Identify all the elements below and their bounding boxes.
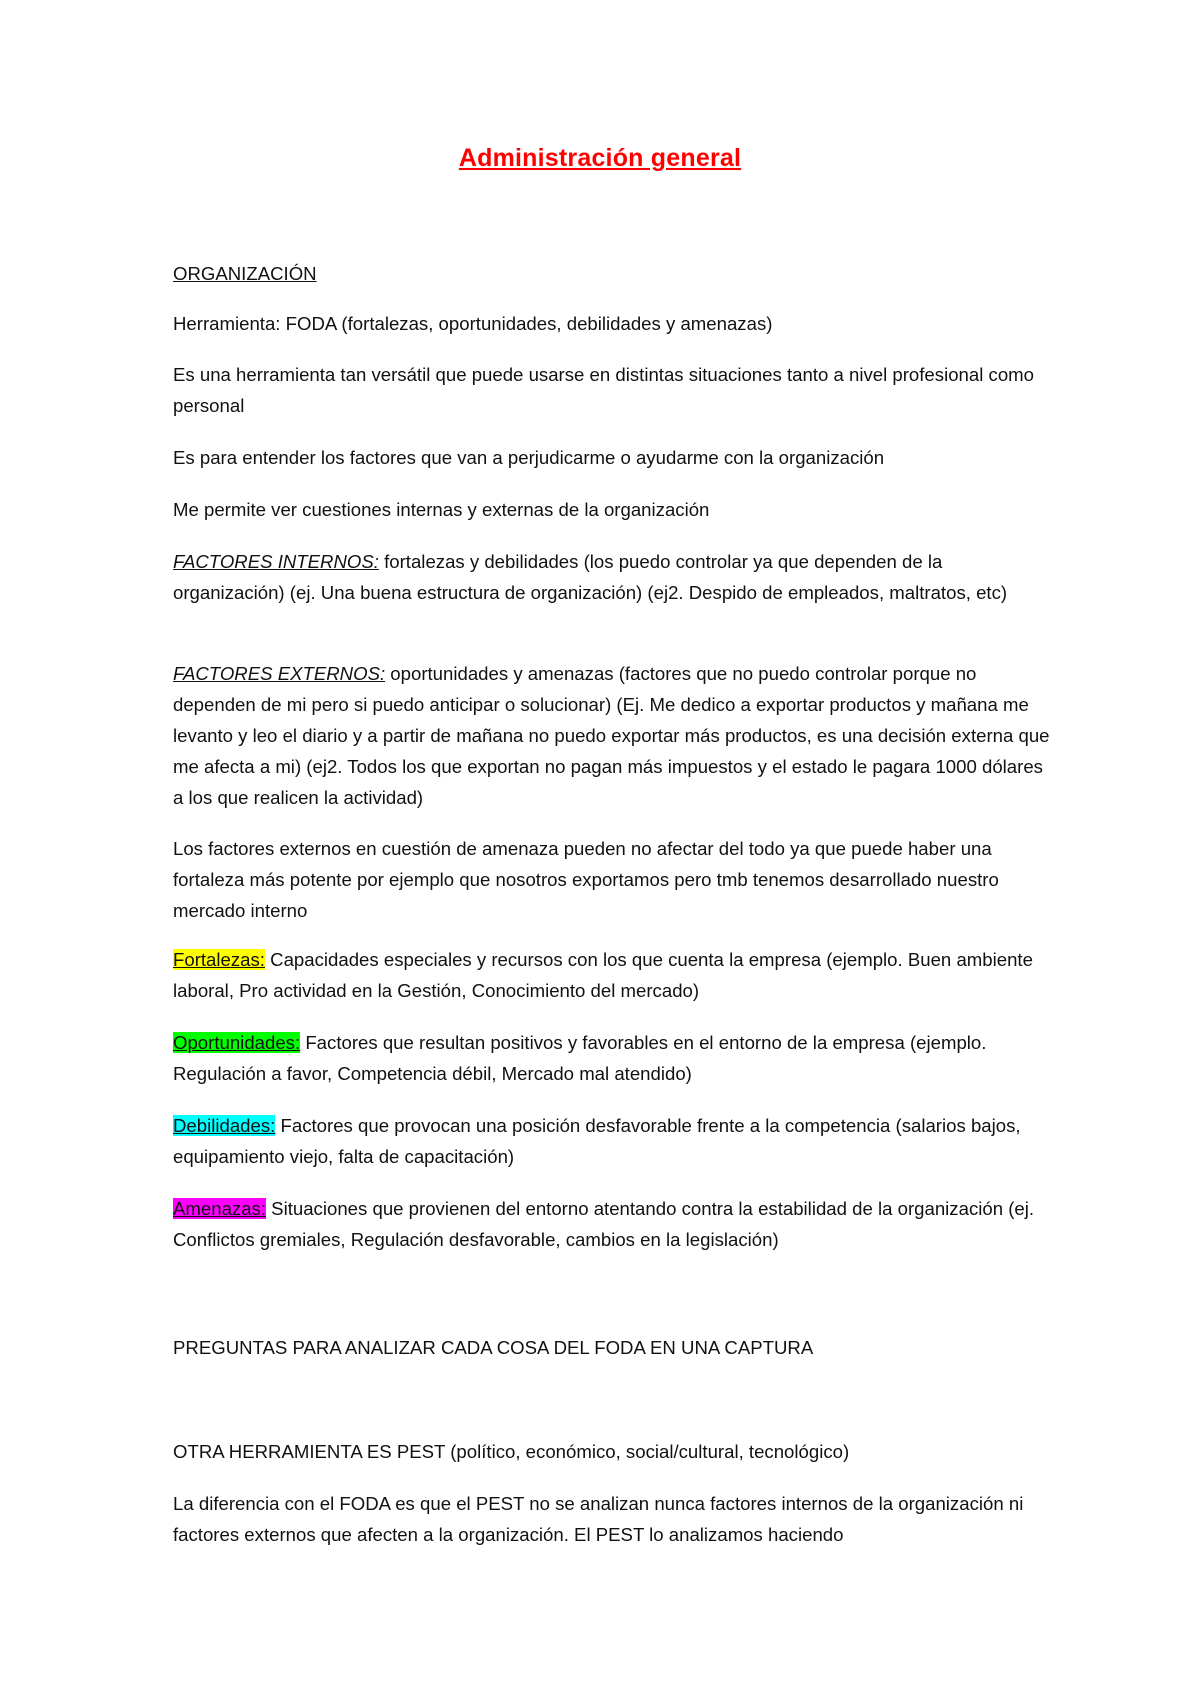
strengths-text: Capacidades especiales y recursos con los que cuenta la empresa (ejemplo. Buen ambiente laboral, Pro actividad en la Gestión, Conocimiento del mercado) (173, 949, 1033, 1001)
threats-text: Situaciones que provienen del entorno atentando contra la estabilidad de la organización (ej. Conflictos gremiales, Regulación desfavorable, cambios en la legislación) (173, 1198, 1035, 1250)
strengths-paragraph (173, 944, 1053, 1006)
internal-external-paragraph: Me permite ver cuestiones internas y externas de la organización (173, 499, 710, 520)
internal-factors-paragraph (173, 546, 1053, 608)
questions-paragraph: PREGUNTAS PARA ANALIZAR CADA COSA DEL FODA EN UNA CAPTURA (173, 1337, 814, 1358)
weaknesses-label: Debilidades: (173, 1115, 276, 1136)
opportunities-label: Oportunidades: (173, 1032, 301, 1053)
pest-heading-paragraph: OTRA HERRAMIENTA ES PEST (político, económico, social/cultural, tecnológico) (173, 1441, 850, 1462)
external-factors-text: oportunidades y amenazas (factores que no puedo controlar porque no dependen de mi pero si puedo anticipar o solucionar) (Ej. Me dedico a exportar productos y mañana me levanto y leo el diario y a partir de mañana no puedo exportar más productos, es una decisión externa que me afecta a mi) (ej2. Todos los que exportan no pagan más impuestos y el estado le pagara 1000 dólares a los que realicen la actividad) (173, 663, 1050, 808)
document-title: Administración general (458, 144, 742, 172)
versatile-paragraph: Es una herramienta tan versátil que puede usarse en distintas situaciones tanto a nivel profesional como personal (173, 364, 1034, 416)
strengths-label: Fortalezas: (173, 949, 265, 970)
external-factors-label: FACTORES EXTERNOS: (173, 663, 386, 684)
opportunities-text: Factores que resultan positivos y favorables en el entorno de la empresa (ejemplo. Regulación a favor, Competencia débil, Mercado mal atendido) (173, 1032, 987, 1084)
external-note-paragraph: Los factores externos en cuestión de amenaza pueden no afectar del todo ya que puede haber una fortaleza más potente por ejemplo que nosotros exportamos pero tmb tenemos desarrollado nuestro mercado interno (173, 838, 999, 921)
weaknesses-paragraph (173, 1110, 1053, 1172)
external-factors-paragraph (173, 658, 1053, 813)
opportunities-paragraph (173, 1027, 1053, 1089)
pest-difference-paragraph: La diferencia con el FODA es que el PEST no se analizan nunca factores internos de la organización ni factores externos que afecten a la organización. El PEST lo analizamos haciendo (173, 1493, 1024, 1545)
tool-paragraph: Herramienta: FODA (fortalezas, oportunidades, debilidades y amenazas) (173, 313, 773, 334)
internal-factors-label: FACTORES INTERNOS: (173, 551, 379, 572)
internal-factors-text: fortalezas y debilidades (los puedo controlar ya que dependen de la organización) (ej. Una buena estructura de organización) (ej2. Despido de empleados, maltratos, etc) (173, 551, 1008, 603)
weaknesses-text: Factores que provocan una posición desfavorable frente a la competencia (salarios bajos, equipamiento viejo, falta de capacitación) (173, 1115, 1021, 1167)
threats-paragraph (173, 1193, 1053, 1255)
purpose-paragraph: Es para entender los factores que van a perjudicarme o ayudarme con la organización (173, 447, 885, 468)
section-heading: ORGANIZACIÓN (173, 263, 317, 284)
threats-label: Amenazas: (173, 1198, 267, 1219)
